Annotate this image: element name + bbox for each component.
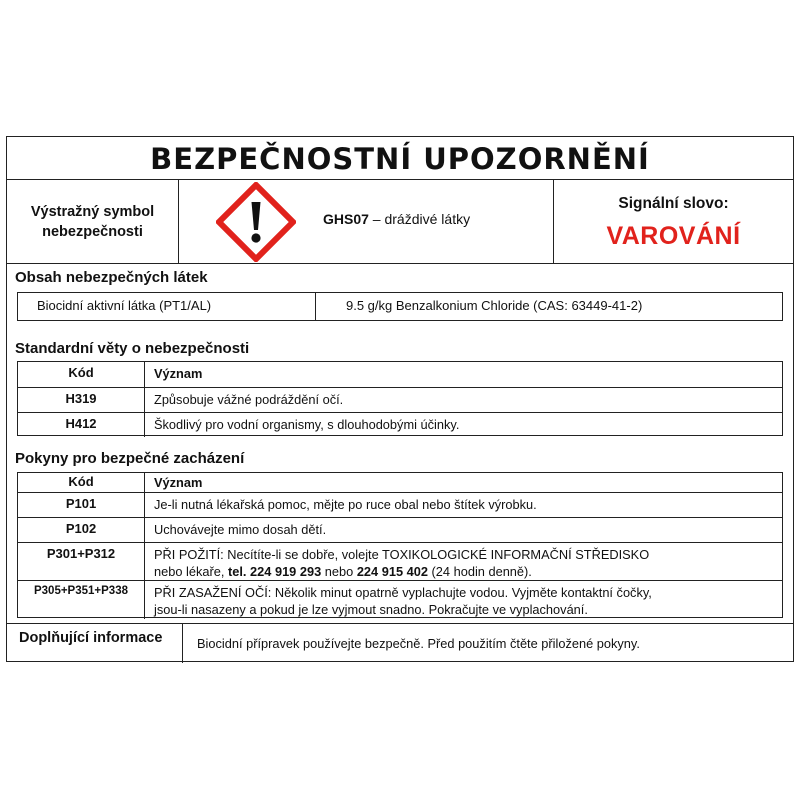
extra-info-label: Doplňující informace	[7, 624, 183, 663]
table-row	[18, 542, 782, 580]
col-code: Kód	[18, 362, 145, 387]
hazard-text: Způsobuje vážné podráždění očí.	[154, 392, 344, 407]
precaution-text	[154, 584, 776, 618]
signal-word: VAROVÁNÍ	[606, 222, 741, 250]
pictogram-cell	[179, 180, 554, 263]
table-row	[18, 492, 782, 517]
substance-type: Biocidní aktivní látka (PT1/AL)	[18, 293, 316, 320]
table-row	[18, 412, 782, 437]
substances-heading: Obsah nebezpečných látek	[15, 269, 208, 286]
signal-cell	[554, 180, 793, 263]
col-meaning: Význam	[154, 366, 203, 381]
precaution-text: Uchovávejte mimo dosah dětí.	[154, 522, 327, 537]
precaution-text-line2	[154, 563, 776, 580]
substances-table	[17, 292, 783, 321]
symbol-label	[7, 180, 179, 263]
phone-number-2: 224 915 402	[356, 564, 428, 579]
ghs-desc: – dráždivé látky	[368, 211, 471, 227]
hazard-table	[17, 361, 783, 436]
precaution-text-line1: PŘI ZASAŽENÍ OČÍ: Několik minut opatrně vyplachujte vodou. Vyjměte kontaktní čočky,	[154, 585, 652, 600]
ghs-code: GHS07	[323, 211, 369, 227]
precaution-heading: Pokyny pro bezpečné zacházení	[15, 450, 245, 467]
text-part: nebo	[321, 564, 357, 579]
precaution-text-line1: PŘI POŽITÍ: Necítíte-li se dobře, volejte TOXIKOLOGICKÉ INFORMAČNÍ STŘEDISKO	[154, 547, 650, 562]
hazard-text: Škodlivý pro vodní organismy, s dlouhodobými účinky.	[154, 417, 460, 432]
safety-label	[6, 136, 794, 662]
hazard-code: H319	[18, 388, 145, 412]
substance-value: 9.5 g/kg Benzalkonium Chloride (CAS: 63449-41-2)	[346, 298, 643, 313]
precaution-text-line2: jsou-li nasazeny a pokud je lze vyjmout snadno. Pokračujte ve vyplachování.	[154, 602, 588, 617]
table-row	[18, 580, 782, 619]
hazard-heading: Standardní věty o nebezpečnosti	[15, 340, 250, 357]
extra-info-row	[7, 623, 793, 663]
label-title: BEZPEČNOSTNÍ UPOZORNĚNÍ	[150, 142, 650, 176]
ghs-description	[323, 211, 470, 227]
table-header-row	[18, 473, 782, 492]
col-meaning: Význam	[154, 475, 203, 490]
text-part: nebo lékaře,	[154, 564, 228, 579]
signal-label: Signální slovo:	[618, 195, 729, 212]
precaution-code: P305+P351+P338	[18, 581, 145, 619]
exclamation-mark-diamond-icon	[216, 182, 296, 262]
precaution-text: Je-li nutná lékařská pomoc, mějte po ruce obal nebo štítek výrobku.	[154, 497, 537, 512]
symbol-label-line1: Výstražný symbol	[30, 203, 155, 220]
precaution-code: P101	[18, 493, 145, 517]
table-header-row	[18, 362, 782, 387]
extra-info-text: Biocidní přípravek používejte bezpečně. Před použitím čtěte přiložené pokyny.	[197, 636, 640, 651]
header-row	[7, 179, 793, 264]
precaution-code: P301+P312	[18, 543, 145, 580]
table-row	[18, 387, 782, 412]
precaution-table	[17, 472, 783, 618]
text-part: (24 hodin denně).	[427, 564, 532, 579]
precaution-text	[154, 546, 776, 580]
hazard-code: H412	[18, 413, 145, 437]
precaution-code: P102	[18, 518, 145, 542]
phone-number-1: tel. 224 919 293	[228, 564, 322, 579]
col-code: Kód	[18, 473, 145, 492]
symbol-label-line2: nebezpečnosti	[42, 223, 143, 240]
table-row	[18, 517, 782, 542]
